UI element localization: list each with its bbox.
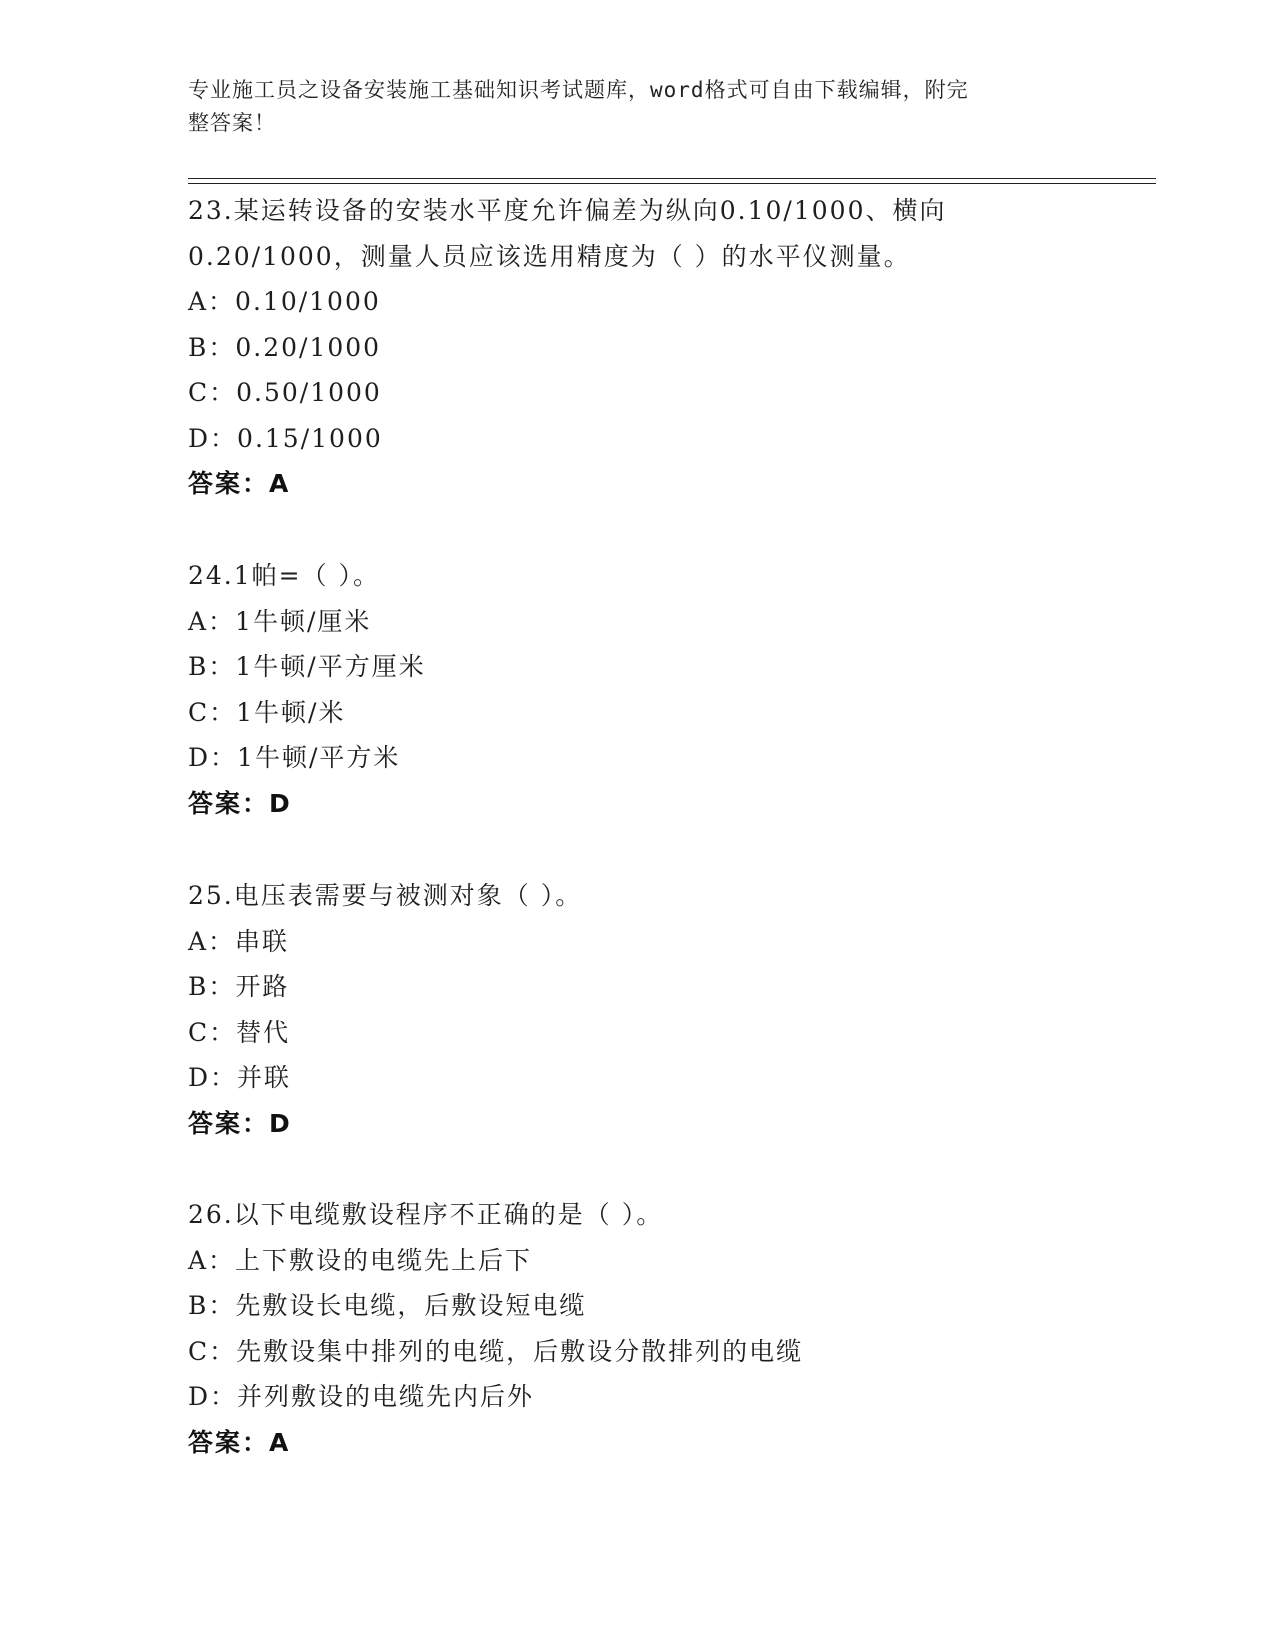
question-stem: 26.以下电缆敷设程序不正确的是（ ）。 [188, 1200, 664, 1229]
answer-line [188, 1101, 1088, 1147]
question-stem-continued: 0.20/1000，测量人员应该选用精度为（ ）的水平仪测量。 [188, 241, 911, 271]
header-line-2: 整答案！ [188, 111, 276, 135]
answer-label: 答案： [188, 1108, 270, 1138]
option-a: A：1牛顿/厘米 [188, 606, 372, 636]
question-stem: 24.1帕=（ ）。 [188, 561, 381, 590]
answer-line [188, 461, 1088, 507]
option-a: A：串联 [188, 926, 290, 956]
answer-value: D [269, 1108, 292, 1138]
option-b: B：1牛顿/平方厘米 [188, 652, 426, 681]
question-block-23 [188, 188, 1088, 507]
option-a: A：0.10/1000 [188, 287, 381, 316]
option-a: A：上下敷设的电缆先上后下 [188, 1245, 533, 1275]
question-block-24 [188, 553, 1088, 826]
answer-value: A [269, 1427, 291, 1457]
option-c: C：1牛顿/米 [188, 697, 346, 727]
question-block-26 [188, 1192, 1088, 1465]
option-d: D：并联 [188, 1063, 292, 1092]
answer-value: A [269, 469, 291, 498]
answer-label: 答案： [188, 788, 270, 818]
option-d: D：1牛顿/平方米 [188, 743, 401, 772]
header-line-1: 专业施工员之设备安装施工基础知识考试题库，word格式可自由下载编辑，附完 [188, 78, 969, 102]
document-header [188, 74, 1068, 140]
header-divider-top [188, 178, 1156, 179]
option-b: B：0.20/1000 [188, 332, 382, 362]
option-b: B：开路 [188, 972, 290, 1001]
option-d: D：0.15/1000 [188, 423, 383, 453]
question-stem: 23.某运转设备的安装水平度允许偏差为纵向0.10/1000、横向 [188, 196, 947, 225]
answer-line [188, 1420, 1088, 1466]
option-c: C：先敷设集中排列的电缆，后敷设分散排列的电缆 [188, 1336, 804, 1366]
answer-label: 答案： [188, 469, 270, 498]
option-b: B：先敷设长电缆，后敷设短电缆 [188, 1291, 587, 1320]
answer-value: D [269, 788, 292, 818]
question-stem: 25.电压表需要与被测对象（ ）。 [188, 881, 583, 910]
option-c: C：0.50/1000 [188, 378, 382, 407]
option-d: D：并列敷设的电缆先内后外 [188, 1382, 535, 1411]
answer-label: 答案： [188, 1427, 270, 1457]
answer-line [188, 781, 1088, 827]
question-block-25 [188, 873, 1088, 1146]
option-c: C：替代 [188, 1017, 291, 1047]
header-divider-bottom [188, 183, 1156, 184]
